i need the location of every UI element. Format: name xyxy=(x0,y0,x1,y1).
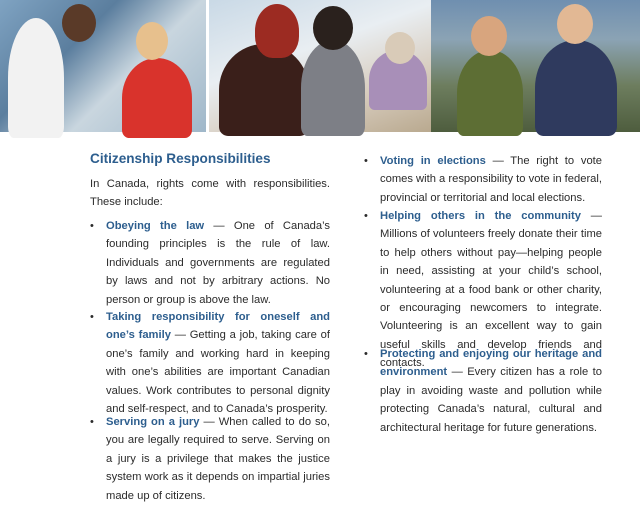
item-term: Voting in elections xyxy=(380,155,486,167)
photo-students xyxy=(209,0,431,132)
item-term: Taking responsibility for oneself and one’s family xyxy=(106,311,330,342)
content xyxy=(0,132,640,502)
bullet: • xyxy=(90,311,94,323)
photo-strip xyxy=(0,0,640,132)
item-term: Serving on a jury xyxy=(106,416,200,428)
intro-text: In Canada, rights come with responsibilities. These include: xyxy=(90,178,330,209)
bullet: • xyxy=(364,210,368,222)
list-item-responsibility xyxy=(90,308,330,418)
section-heading: Citizenship Responsibilities xyxy=(90,151,271,166)
item-term: Protecting and enjoying our heritage and environment xyxy=(380,348,602,379)
list-item-obeying-law xyxy=(90,217,330,309)
item-text: — One of Canada’s founding principles is the rule of law. Individuals and governments are regulated by laws and not by arbitrary actions. No person or group is above the law. xyxy=(106,220,330,306)
bullet: • xyxy=(90,220,94,232)
item-text: — Every citizen has a role to play in avoiding waste and pollution while protecting Canada’s natural, cultural and architectural heritage for future generations. xyxy=(380,366,602,434)
item-term: Obeying the law xyxy=(106,220,205,232)
bullet: • xyxy=(364,348,368,360)
item-text: — Getting a job, taking care of one’s family and working hard in keeping with one’s abilities are important Canadian values. Work contributes to personal dignity and self-respect, and to Canada’s prosperity. xyxy=(106,329,330,416)
bullet: • xyxy=(90,416,94,428)
photo-seniors-mountains xyxy=(431,0,640,132)
bullet: • xyxy=(364,155,368,167)
item-text: — When called to do so, you are legally required to serve. Serving on a jury is a privilege that makes the justice system work as it depends on impartial juries made up of citizens. xyxy=(106,416,330,502)
list-item-voting xyxy=(364,152,602,207)
item-text: — The right to vote comes with a responsibility to vote in federal, provincial or territorial and local elections. xyxy=(380,155,602,204)
list-item-jury xyxy=(90,413,330,505)
list-item-heritage xyxy=(364,345,602,437)
item-term: Helping others in the community xyxy=(380,210,581,222)
item-text: — Millions of volunteers freely donate their time to help others without pay—helping people in need, assisting at your child’s school, volunteering at a food bank or other charity, or encouraging newcomers to integrate. Volunteering is an excellent way to gain useful skills and develop friends and contacts. xyxy=(380,210,602,370)
photo-blood-donation xyxy=(0,0,206,132)
